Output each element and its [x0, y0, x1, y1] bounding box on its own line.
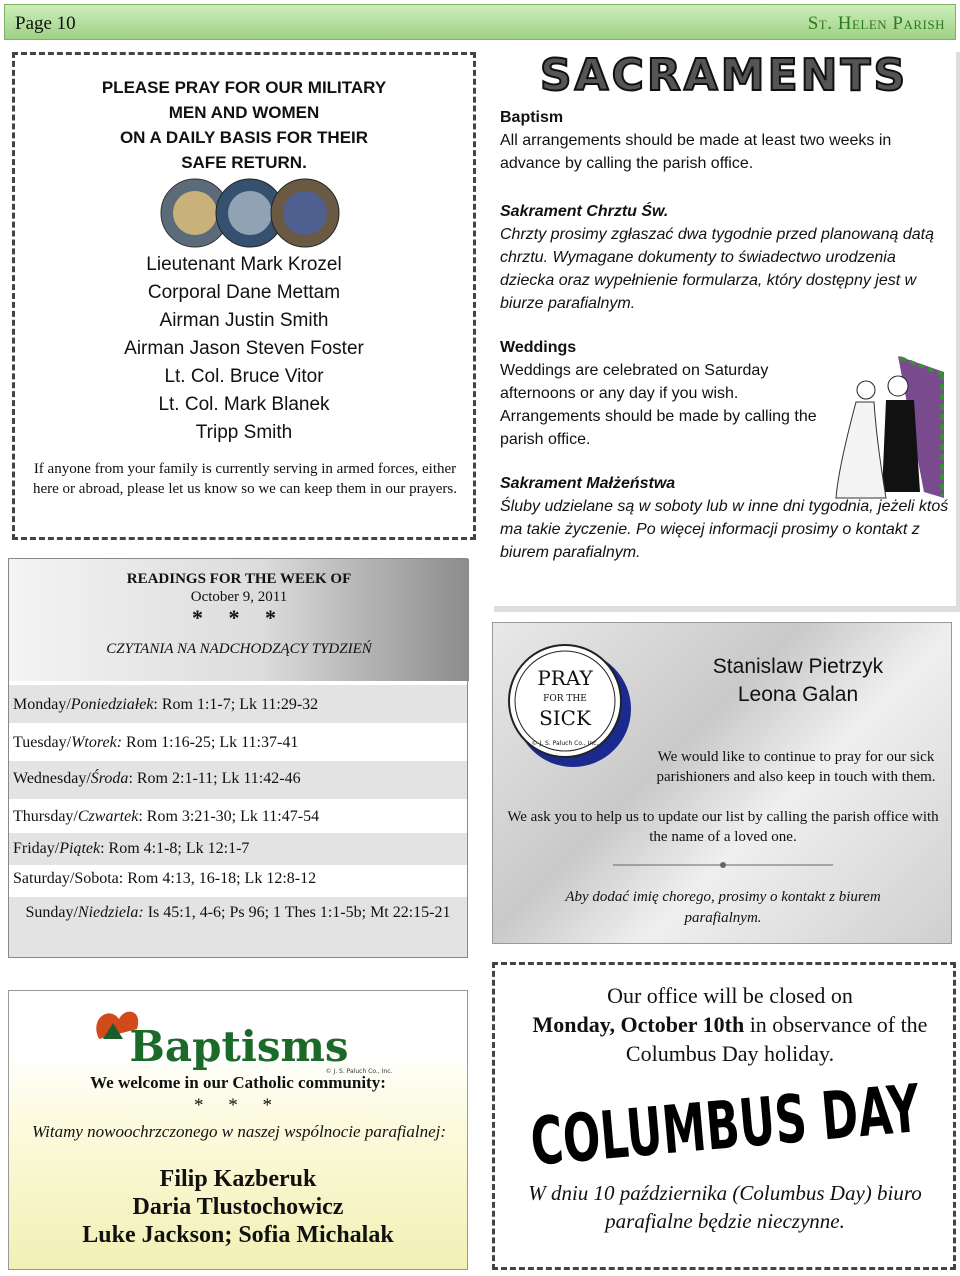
- office-closed-text-pl: W dniu 10 października (Columbus Day) biuro parafialne będzie nieczynne.: [528, 1181, 922, 1233]
- sick-name: Leona Galan: [737, 683, 859, 706]
- reading-row: [9, 685, 467, 723]
- divider-line: [613, 859, 833, 871]
- pray-for-sick-logo: [505, 641, 635, 771]
- reading-day: Monday/: [13, 696, 71, 713]
- readings-date: October 9, 2011: [190, 589, 288, 605]
- page-number: Page 10: [15, 13, 76, 34]
- sacraments-logo-text: SACRAMENTS: [539, 50, 909, 101]
- reading-day: Thursday/: [13, 808, 78, 825]
- military-name: Airman Jason Steven Foster: [124, 338, 364, 359]
- office-date: Monday, October 10th: [532, 1012, 745, 1037]
- military-name: Tripp Smith: [195, 422, 293, 443]
- reading-refs: Rom 1:16-25; Lk 11:37-41: [122, 734, 299, 751]
- malzenstwo-heading: Sakrament Małżeństwa: [500, 475, 676, 492]
- reading-row: [9, 833, 467, 865]
- military-name: Lieutenant Mark Krozel: [146, 254, 342, 275]
- military-name: Lt. Col. Mark Blanek: [158, 394, 330, 415]
- logo-sick: SICK: [539, 706, 591, 730]
- reading-day: Friday/: [13, 840, 60, 857]
- logo-for-the: FOR THE: [543, 694, 587, 704]
- reading-day-pl: Czwartek: [77, 808, 139, 825]
- sick-text-1: We would like to continue to pray for our sick parishioners and also keep in touch with them.: [656, 749, 936, 785]
- baptism-info: [500, 106, 952, 175]
- baptisms-names: [9, 1165, 467, 1249]
- welcome-bold: Catholic community: [232, 1073, 381, 1092]
- baptisms-logo-text: Baptisms: [129, 1022, 349, 1071]
- readings-title: READINGS FOR THE WEEK OF: [126, 571, 352, 587]
- reading-day-pl: Wtorek:: [71, 734, 123, 751]
- reading-row: [9, 897, 467, 957]
- reading-day: Wednesday/: [13, 770, 91, 787]
- logo-credit: © J. S. Paluch Co., Inc.: [531, 740, 599, 747]
- baptisms-box: [8, 990, 468, 1270]
- baptism-name: Luke Jackson; Sofia Michalak: [82, 1222, 394, 1248]
- columbus-day-text: COLUMBUS DAY: [527, 1071, 923, 1182]
- reading-refs: : Rom 4:1-8; Lk 12:1-7: [100, 840, 250, 857]
- reading-row: [9, 865, 467, 897]
- sick-text-2: We ask you to help us to update our list by calling the parish office with the name of a loved one.: [507, 809, 939, 845]
- military-title-line: ON A DAILY BASIS FOR THEIR: [119, 128, 369, 147]
- military-name: Airman Justin Smith: [159, 310, 329, 331]
- baptism-text: All arrangements should be made at least two weeks in advance by calling the parish office.: [500, 132, 892, 172]
- baptism-name: Daria Tlustochowicz: [132, 1194, 344, 1220]
- office-closed-box: [492, 962, 956, 1270]
- military-title-line: PLEASE PRAY FOR OUR MILITARY: [101, 78, 387, 97]
- readings-stars: * * *: [192, 605, 286, 630]
- baptisms-welcome: [9, 1073, 467, 1093]
- readings-box: [8, 558, 468, 958]
- weddings-heading: Weddings: [500, 339, 577, 356]
- baptisms-text-pl: Witamy nowoochrzczonego w naszej wspólnocie parafialnej:: [31, 1122, 447, 1141]
- baptisms-logo: [79, 999, 393, 1079]
- malzenstwo-text: Śluby udzielane są w soboty lub w inne dni tygodnia, jeżeli ktoś ma takie życzenie. Po więcej informacji prosimy o kontakt z biurem parafialnym.: [500, 498, 949, 561]
- sick-text-pl: Aby dodać imię chorego, prosimy o kontakt z biurem parafialnym.: [565, 889, 881, 926]
- office-line2: in observance of the Columbus Day holiday.: [625, 1012, 928, 1066]
- chrzest-text: Chrzty prosimy zgłaszać dwa tygodnie przed planowaną datą chrztu. Wymagane dokumenty to świadectwo urodzenia dziecka oraz wypełnienie formularza, który dostępny jest w biurze parafialnym.: [500, 226, 935, 312]
- military-title: [15, 75, 473, 175]
- reading-refs: Is 45:1, 4-6; Ps 96; 1 Thes 1:1-5b; Mt 22:15-21: [143, 904, 451, 921]
- parish-name: St. Helen Parish: [807, 13, 945, 34]
- military-note: If anyone from your family is currently serving in armed forces, either here or abroad, please let us know so we can keep them in our prayers.: [32, 461, 457, 497]
- reading-refs: : Rom 4:13, 16-18; Lk 12:8-12: [118, 870, 317, 887]
- weddings-info: [500, 336, 818, 451]
- chrzest-heading: Sakrament Chrztu Św.: [500, 203, 669, 220]
- baptisms-stars: * * *: [194, 1095, 282, 1116]
- sacraments-logo: [488, 46, 956, 100]
- reading-day: Saturday/Sobota: [13, 870, 119, 887]
- baptism-name: Filip Kazberuk: [159, 1166, 317, 1192]
- page-header: [4, 4, 956, 40]
- sick-prayer-box: [492, 622, 952, 944]
- reading-day-pl: Środa: [90, 770, 129, 787]
- welcome-prefix: We welcome in our: [90, 1073, 233, 1092]
- sick-name: Stanislaw Pietrzyk: [712, 655, 884, 678]
- chrzest-info: [500, 200, 952, 315]
- logo-pray: PRAY: [537, 666, 593, 690]
- reading-day: Sunday/: [25, 904, 78, 921]
- military-prayer-box: [12, 52, 476, 540]
- office-line1: Our office will be closed on: [607, 983, 853, 1008]
- military-title-line: MEN AND WOMEN: [168, 103, 320, 122]
- weddings-text: Weddings are celebrated on Saturday afternoons or any day if you wish. Arrangements should be made by calling the parish office.: [500, 362, 817, 448]
- office-closed-text: [515, 981, 945, 1068]
- reading-refs: : Rom 2:1-11; Lk 11:42-46: [128, 770, 301, 787]
- military-name: Lt. Col. Bruce Vitor: [164, 366, 324, 387]
- reading-row: [9, 799, 467, 833]
- readings-header: [9, 559, 469, 681]
- reading-row: [9, 729, 467, 759]
- malzenstwo-info: [500, 472, 952, 564]
- baptisms-logo-credit: © J. S. Paluch Co., Inc.: [325, 1068, 393, 1075]
- military-seals-icon: [155, 173, 345, 253]
- reading-day-pl: Poniedziałek: [70, 696, 154, 713]
- sick-names: [653, 653, 943, 709]
- reading-refs: : Rom 1:1-7; Lk 11:29-32: [153, 696, 319, 713]
- military-name: Corporal Dane Mettam: [147, 282, 341, 303]
- reading-row: [9, 761, 467, 799]
- readings-title-pl: CZYTANIA NA NADCHODZĄCY TYDZIEŃ: [106, 641, 372, 657]
- military-title-line: SAFE RETURN.: [181, 153, 307, 172]
- reading-refs: : Rom 3:21-30; Lk 11:47-54: [138, 808, 320, 825]
- baptism-heading: Baptism: [500, 109, 564, 126]
- military-names-list: [15, 251, 473, 447]
- reading-day: Tuesday/: [13, 734, 72, 751]
- reading-day-pl: Piątek: [59, 840, 101, 857]
- welcome-suffix: :: [380, 1073, 386, 1092]
- reading-day-pl: Niedziela:: [77, 904, 144, 921]
- sacraments-section: [488, 46, 956, 606]
- columbus-day-banner: [527, 1071, 923, 1182]
